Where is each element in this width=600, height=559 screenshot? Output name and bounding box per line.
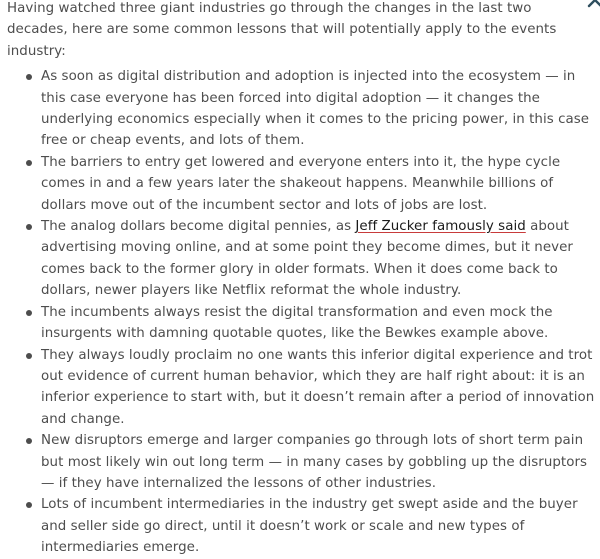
- list-item: [7, 494, 599, 558]
- list-item: [7, 66, 599, 152]
- bullet-icon: [26, 310, 32, 316]
- list-item: [7, 430, 599, 494]
- list-item: [7, 345, 599, 431]
- list-item-text: New disruptors emerge and larger companies go through lots of short term pain but most likely win out long term — in many cases by gobbling up the disruptors — if they have internalized the lessons of other industries.: [41, 433, 588, 491]
- bullet-icon: [26, 353, 32, 359]
- list-item-text: Lots of incumbent intermediaries in the industry get swept aside and the buyer and seller side go direct, until it doesn’t work or scale and new types of intermediaries emerge.: [41, 497, 578, 556]
- bullet-icon: [26, 438, 32, 444]
- list-item-text: The incumbents always resist the digital transformation and even mock the insurgents with damning quotable quotes, like the Bewkes example above.: [41, 304, 553, 342]
- list-item-text: The barriers to entry get lowered and everyone enters into it, the hype cycle comes in and a few years later the shakeout happens. Meanwhile billions of dollars move out of the incumbent sector and lots of jobs are lost.: [41, 154, 561, 213]
- article-body: [7, 0, 599, 559]
- intro-paragraph: Having watched three giant industries go through the changes in the last two decades, here are some common lessons that will potentially apply to the events industry:: [7, 1, 557, 59]
- bullet-icon: [26, 502, 32, 508]
- jeff-zucker-quote-link[interactable]: Jeff Zucker famously said: [355, 219, 526, 235]
- list-item: [7, 216, 599, 302]
- bullet-icon: [26, 74, 32, 80]
- bullet-icon: [26, 160, 32, 166]
- list-item-text-after-link: about advertising moving online, and at some point they become dimes, but it never comes back to the former glory in older formats. When it does come back to dollars, newer players like Netflix reformat the whole industry.: [41, 219, 573, 299]
- list-item: [7, 152, 599, 216]
- lessons-list: [7, 66, 599, 558]
- list-item-text: They always loudly proclaim no one wants this inferior digital experience and trot out evidence of current human behavior, which they are half right about: it is an inferior experience to start with, but it doesn’t remain after a period of innovation and change.: [41, 347, 595, 427]
- list-item-text: As soon as digital distribution and adoption is injected into the ecosystem — in this case everyone has been forced into digital adoption — it changes the underlying economics especially when it comes to the pricing power, in this case free or cheap events, and lots of them.: [41, 69, 590, 149]
- bullet-icon: [26, 224, 32, 230]
- list-item: [7, 302, 599, 345]
- list-item-text-before-link: The analog dollars become digital pennies, as: [41, 219, 356, 235]
- corner-chevron-icon[interactable]: [586, 0, 600, 12]
